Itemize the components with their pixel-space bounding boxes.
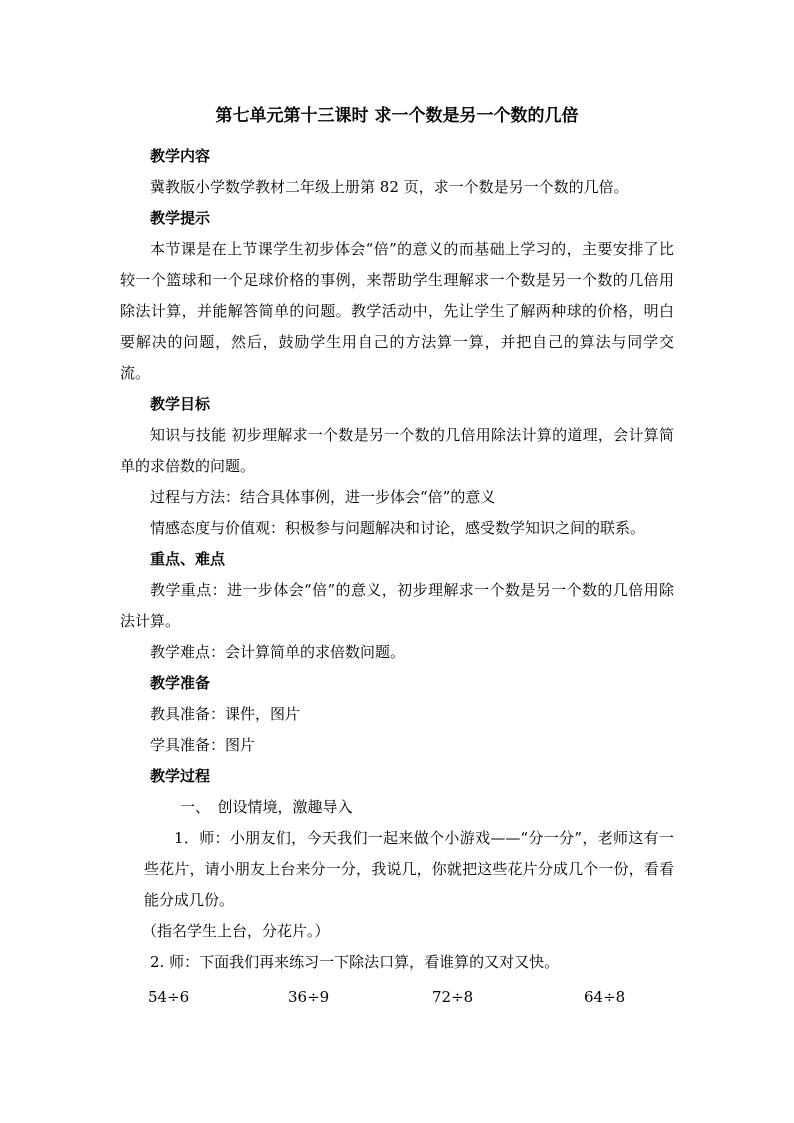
paragraph-key-difficulty: 教学难点：会计算简单的求倍数问题。 — [150, 643, 406, 661]
paragraph-goal-process: 过程与方法：结合具体事例，进一步体会“倍”的意义 — [150, 488, 496, 506]
paragraph-goal-attitude: 情感态度与价值观：积极参与问题解决和讨论，感受数学知识之间的联系。 — [150, 519, 646, 537]
page-title: 第七单元第十三课时 求一个数是另一个数的几倍 — [215, 106, 579, 126]
process-item-2: 2. 师：下面我们再来练习一下除法口算，看谁算的又对又快。 — [150, 953, 560, 971]
paragraph-prep-teacher: 教具准备：课件，图片 — [150, 705, 301, 723]
process-step-1: 一、 创设情境，激趣导入 — [180, 798, 353, 816]
heading-teaching-prep: 教学准备 — [150, 674, 211, 692]
heading-teaching-content: 教学内容 — [150, 147, 211, 165]
paragraph-prep-student: 学具准备：图片 — [150, 736, 256, 754]
lesson-content — [120, 141, 674, 978]
exercise-item: 36÷9 — [288, 988, 330, 1006]
heading-teaching-process: 教学过程 — [150, 767, 211, 785]
paragraph-teaching-hint: 本节课是在上节课学生初步体会“倍”的意义的而基础上学习的，主要安排了比较一个篮球和一个足球价格的事例，来帮助学生理解求一个数是另一个数的几倍用除法计算，并能解答简单的问题。教学活动中，先让学生了解两种球的价格，明白要解决的问题，然后，鼓励学生用自己的方法算一算，并把自己的算法与同学交流。 — [120, 240, 674, 382]
paragraph-goal-knowledge: 知识与技能 初步理解求一个数是另一个数的几倍用除法计算的道理，会计算简单的求倍数的问题。 — [120, 426, 674, 475]
paragraph-key-focus: 教学重点：进一步体会“倍”的意义，初步理解求一个数是另一个数的几倍用除法计算。 — [120, 581, 674, 630]
heading-key-points: 重点、难点 — [150, 550, 226, 568]
process-item-1: 1．师：小朋友们，今天我们一起来做个小游戏——“分一分”，老师这有一些花片，请小朋友上台来分一分，我说几，你就把这些花片分成几个一份，看看能分成几份。 — [144, 829, 674, 909]
paragraph-teaching-content: 冀教版小学数学教材二年级上册第 82 页，求一个数是另一个数的几倍。 — [150, 178, 629, 196]
heading-teaching-goals: 教学目标 — [150, 395, 211, 413]
heading-teaching-hint: 教学提示 — [150, 209, 211, 227]
exercise-item: 54÷6 — [148, 988, 190, 1006]
process-note: （指名学生上台，分花片。） — [142, 922, 330, 940]
exercise-item: 72÷8 — [432, 988, 474, 1006]
exercise-item: 64÷8 — [584, 988, 626, 1006]
exercise-row — [0, 985, 794, 1009]
